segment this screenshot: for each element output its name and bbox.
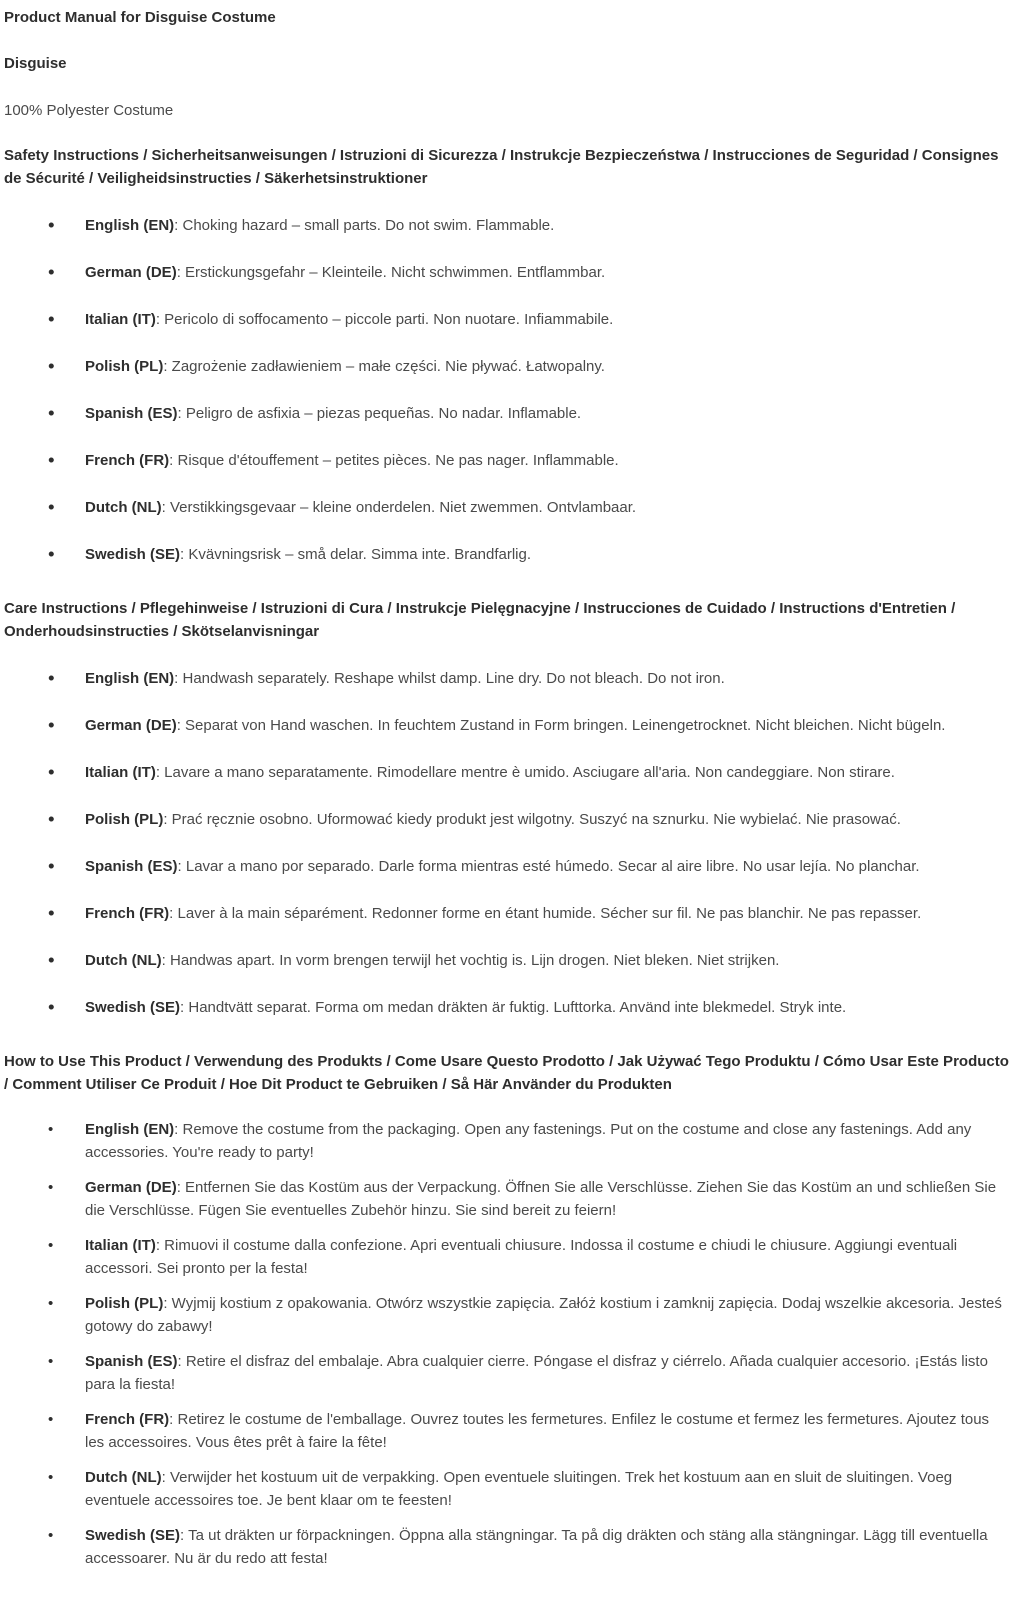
list-item: • Swedish (SE): Handtvätt separat. Forma om medan dräkten är fuktig. Lufttorka. Använd inte blekmedel. Stryk inte. bbox=[85, 996, 1010, 1019]
list-item: • English (EN): Handwash separately. Reshape whilst damp. Line dry. Do not bleach. Do not iron. bbox=[85, 667, 1010, 690]
list-item: • Swedish (SE): Ta ut dräkten ur förpackningen. Öppna alla stängningar. Ta på dig dräkten och stäng alla stängningar. Lägg till eventuella accessoarer. Nu är du redo att festa! bbox=[85, 1524, 1010, 1570]
list-item: • English (EN): Choking hazard – small parts. Do not swim. Flammable. bbox=[85, 214, 1010, 237]
language-label: Dutch (NL) bbox=[85, 499, 162, 516]
language-list bbox=[4, 667, 1010, 1019]
list-item: • Spanish (ES): Retire el disfraz del embalaje. Abra cualquier cierre. Póngase el disfraz y ciérrelo. Añada cualquier accesorio. ¡Estás listo para la fiesta! bbox=[85, 1350, 1010, 1396]
list-item: • Dutch (NL): Verstikkingsgevaar – kleine onderdelen. Niet zwemmen. Ontvlambaar. bbox=[85, 496, 1010, 519]
language-label: German (DE) bbox=[85, 1179, 177, 1196]
list-item: • French (FR): Risque d'étouffement – petites pièces. Ne pas nager. Inflammable. bbox=[85, 449, 1010, 472]
language-label: Spanish (ES) bbox=[85, 405, 178, 422]
language-label: Polish (PL) bbox=[85, 358, 164, 375]
language-label: German (DE) bbox=[85, 717, 177, 734]
language-label: Dutch (NL) bbox=[85, 1469, 162, 1486]
list-item: • English (EN): Remove the costume from the packaging. Open any fastenings. Put on the costume and close any fastenings. Add any accessories. You're ready to party! bbox=[85, 1118, 1010, 1164]
language-label: English (EN) bbox=[85, 1121, 175, 1138]
section-heading: Safety Instructions / Sicherheitsanweisungen / Istruzioni di Sicurezza / Instrukcje Bezpieczeństwa / Instrucciones de Seguridad / Consignes de Sécurité / Veiligheidsinstructies / Säkerhetsinstruktioner bbox=[4, 147, 999, 187]
list-item: • German (DE): Entfernen Sie das Kostüm aus der Verpackung. Öffnen Sie alle Verschlüsse. Ziehen Sie das Kostüm an und schließen Sie die Verschlüsse. Fügen Sie eventuelles Zubehör hinzu. Sie sind bereit zu feiern! bbox=[85, 1176, 1010, 1222]
list-item: • Swedish (SE): Kvävningsrisk – små delar. Simma inte. Brandfarlig. bbox=[85, 543, 1010, 566]
page-title: Product Manual for Disguise Costume bbox=[4, 9, 276, 26]
list-item: • Polish (PL): Wyjmij kostium z opakowania. Otwórz wszystkie zapięcia. Załóż kostium i zamknij zapięcia. Dodaj wszelkie akcesoria. Jesteś gotowy do zabawy! bbox=[85, 1292, 1010, 1338]
language-label: French (FR) bbox=[85, 1411, 170, 1428]
section-how-to-use bbox=[4, 1050, 1010, 1570]
language-label: Italian (IT) bbox=[85, 764, 156, 781]
section-care-instructions bbox=[4, 597, 1010, 1019]
language-list bbox=[4, 214, 1010, 566]
list-item: • Polish (PL): Prać ręcznie osobno. Uformować kiedy produkt jest wilgotny. Suszyć na sznurku. Nie wybielać. Nie prasować. bbox=[85, 808, 1010, 831]
language-label: English (EN) bbox=[85, 670, 175, 687]
language-list bbox=[4, 1118, 1010, 1570]
brand-name: Disguise bbox=[4, 55, 67, 72]
list-item: • Spanish (ES): Peligro de asfixia – piezas pequeñas. No nadar. Inflamable. bbox=[85, 402, 1010, 425]
language-label: Italian (IT) bbox=[85, 311, 156, 328]
section-heading: How to Use This Product / Verwendung des Produkts / Come Usare Questo Prodotto / Jak Używać Tego Produktu / Cómo Usar Este Producto / Comment Utiliser Ce Produit / Hoe Dit Product te Gebruiken / Så Här Använder du Produkten bbox=[4, 1053, 1009, 1093]
list-item: • French (FR): Laver à la main séparément. Redonner forme en étant humide. Sécher sur fil. Ne pas blanchir. Ne pas repasser. bbox=[85, 902, 1010, 925]
language-label: Dutch (NL) bbox=[85, 952, 162, 969]
sections-container bbox=[4, 144, 1010, 1570]
language-label: English (EN) bbox=[85, 217, 175, 234]
language-label: Swedish (SE) bbox=[85, 999, 181, 1016]
list-item: • German (DE): Separat von Hand waschen. In feuchtem Zustand in Form bringen. Leinengetrocknet. Nicht bleichen. Nicht bügeln. bbox=[85, 714, 1010, 737]
list-item: • Italian (IT): Pericolo di soffocamento – piccole parti. Non nuotare. Infiammabile. bbox=[85, 308, 1010, 331]
language-label: German (DE) bbox=[85, 264, 177, 281]
language-label: Polish (PL) bbox=[85, 811, 164, 828]
section-safety-instructions bbox=[4, 144, 1010, 566]
list-item: • Spanish (ES): Lavar a mano por separado. Darle forma mientras esté húmedo. Secar al aire libre. No usar lejía. No planchar. bbox=[85, 855, 1010, 878]
language-label: French (FR) bbox=[85, 452, 170, 469]
language-label: French (FR) bbox=[85, 905, 170, 922]
language-label: Spanish (ES) bbox=[85, 1353, 178, 1370]
material-description: 100% Polyester Costume bbox=[4, 102, 174, 119]
list-item: • Dutch (NL): Handwas apart. In vorm brengen terwijl het vochtig is. Lijn drogen. Niet bleken. Niet strijken. bbox=[85, 949, 1010, 972]
language-label: Spanish (ES) bbox=[85, 858, 178, 875]
list-item: • Polish (PL): Zagrożenie zadławieniem – małe części. Nie pływać. Łatwopalny. bbox=[85, 355, 1010, 378]
list-item: • German (DE): Erstickungsgefahr – Kleinteile. Nicht schwimmen. Entflammbar. bbox=[85, 261, 1010, 284]
language-label: Swedish (SE) bbox=[85, 546, 181, 563]
language-label: Polish (PL) bbox=[85, 1295, 164, 1312]
list-item: • Dutch (NL): Verwijder het kostuum uit de verpakking. Open eventuele sluitingen. Trek het kostuum aan en sluit de sluitingen. Voeg eventuele accessoires toe. Je bent klaar om te feesten! bbox=[85, 1466, 1010, 1512]
list-item: • Italian (IT): Rimuovi il costume dalla confezione. Apri eventuali chiusure. Indossa il costume e chiudi le chiusure. Aggiungi eventuali accessori. Sei pronto per la festa! bbox=[85, 1234, 1010, 1280]
language-label: Italian (IT) bbox=[85, 1237, 156, 1254]
list-item: • Italian (IT): Lavare a mano separatamente. Rimodellare mentre è umido. Asciugare all'aria. Non candeggiare. Non stirare. bbox=[85, 761, 1010, 784]
list-item: • French (FR): Retirez le costume de l'emballage. Ouvrez toutes les fermetures. Enfilez le costume et fermez les fermetures. Ajoutez tous les accessoires. Vous êtes prêt à faire la fête! bbox=[85, 1408, 1010, 1454]
language-label: Swedish (SE) bbox=[85, 1527, 181, 1544]
section-heading: Care Instructions / Pflegehinweise / Istruzioni di Cura / Instrukcje Pielęgnacyjne / Instrucciones de Cuidado / Instructions d'Entretien / Onderhoudsinstructies / Skötselanvisningar bbox=[4, 600, 956, 640]
